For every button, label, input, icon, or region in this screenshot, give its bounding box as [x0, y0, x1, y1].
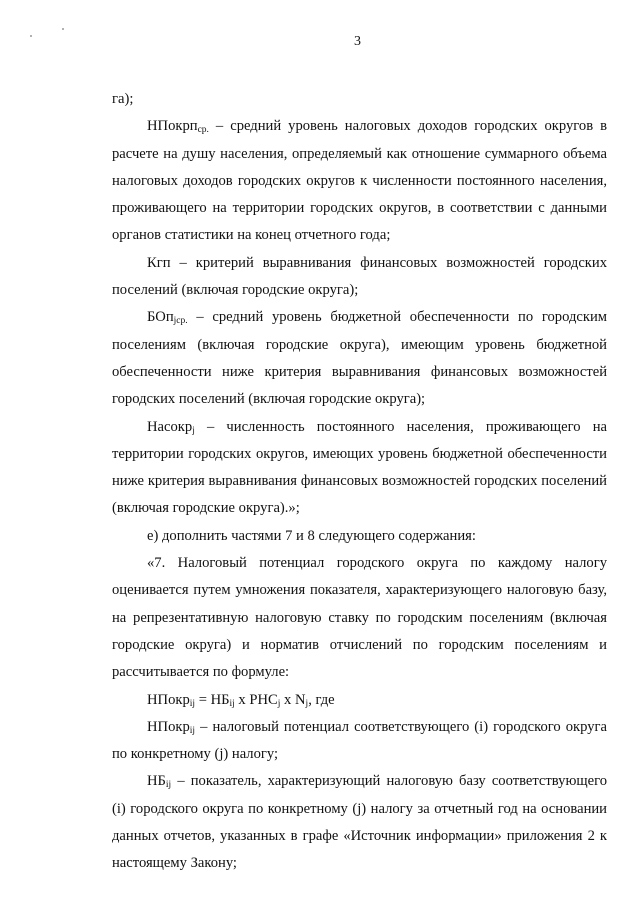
term: НПокр — [147, 718, 190, 735]
term: БОп — [147, 309, 174, 326]
definition-text: – численность постоянного населения, проживающего на территории городских округов, имеющих уровень бюджетной обеспеченности ниже критерия выравнивания финансовых возможностей городских поселений (включая городские округа).»; — [112, 418, 607, 517]
paragraph-npokr-definition — [112, 714, 607, 769]
paragraph-part-7: «7. Налоговый потенциал городского округа по каждому налогу оценивается путем умножения показателя, характеризующего налоговую базу, на репрезентативную налоговую ставку по городским поселениям (включая городские округа) и норматив отчислений по городским поселениям и рассчитывается по формуле: — [112, 555, 607, 681]
term-subscript: ср. — [197, 125, 209, 136]
document-body — [112, 86, 607, 878]
page-number: 3 — [354, 34, 361, 49]
term-subscript: jср. — [173, 316, 188, 327]
paragraph-nb-definition — [112, 768, 607, 877]
scan-speck — [30, 35, 32, 37]
paragraph-bop-definition — [112, 304, 607, 413]
definition-text: – налоговый потенциал соответствующего (i) городского округа по конкретному (j) налогу; — [112, 718, 607, 763]
term-subscript: j — [192, 425, 195, 436]
formula-line: НПокр$_{ij}$ = $НБ_{ij}$ х $РНС_j$ х $N_j$, где — [147, 691, 335, 709]
paragraph-amendment-e: е) дополнить частями 7 и 8 следующего содержания: — [147, 527, 476, 544]
definition-text: – средний уровень бюджетной обеспеченности по городским поселениям (включая городские округа), имеющим уровень бюджетной обеспеченности ниже критерия выравнивания финансовых возможностей городских поселений (включая городские округа); — [112, 309, 607, 408]
paragraph-npokrp-definition — [112, 113, 607, 249]
term: НПокрп — [147, 118, 198, 135]
term-subscript: ij — [189, 725, 196, 736]
term-subscript: ij — [165, 780, 172, 791]
paragraph-continuation: га); — [112, 91, 134, 107]
paragraph-kgp-definition: Кгп – критерий выравнивания финансовых возможностей городских поселений (включая городские округа); — [112, 254, 607, 299]
term: Насокр — [147, 418, 193, 435]
definition-text: – средний уровень налоговых доходов городских округов в расчете на душу населения, определяемый как отношение суммарного объема налоговых доходов городских округов к численности постоянного населения, проживающего на территории городских округов, в соответствии с данными органов статистики на конец отчетного года; — [112, 118, 607, 244]
scan-speck — [62, 28, 64, 30]
term: НБ — [147, 773, 166, 790]
definition-text: – показатель, характеризующий налоговую базу соответствующего (i) городского округа по конкретному (j) налогу за отчетный год на основании данных отчетов, указанных в графе «Источник информации» приложения 2 к настоящему Закону; — [112, 773, 607, 872]
paragraph-nasokr-definition — [112, 414, 607, 523]
